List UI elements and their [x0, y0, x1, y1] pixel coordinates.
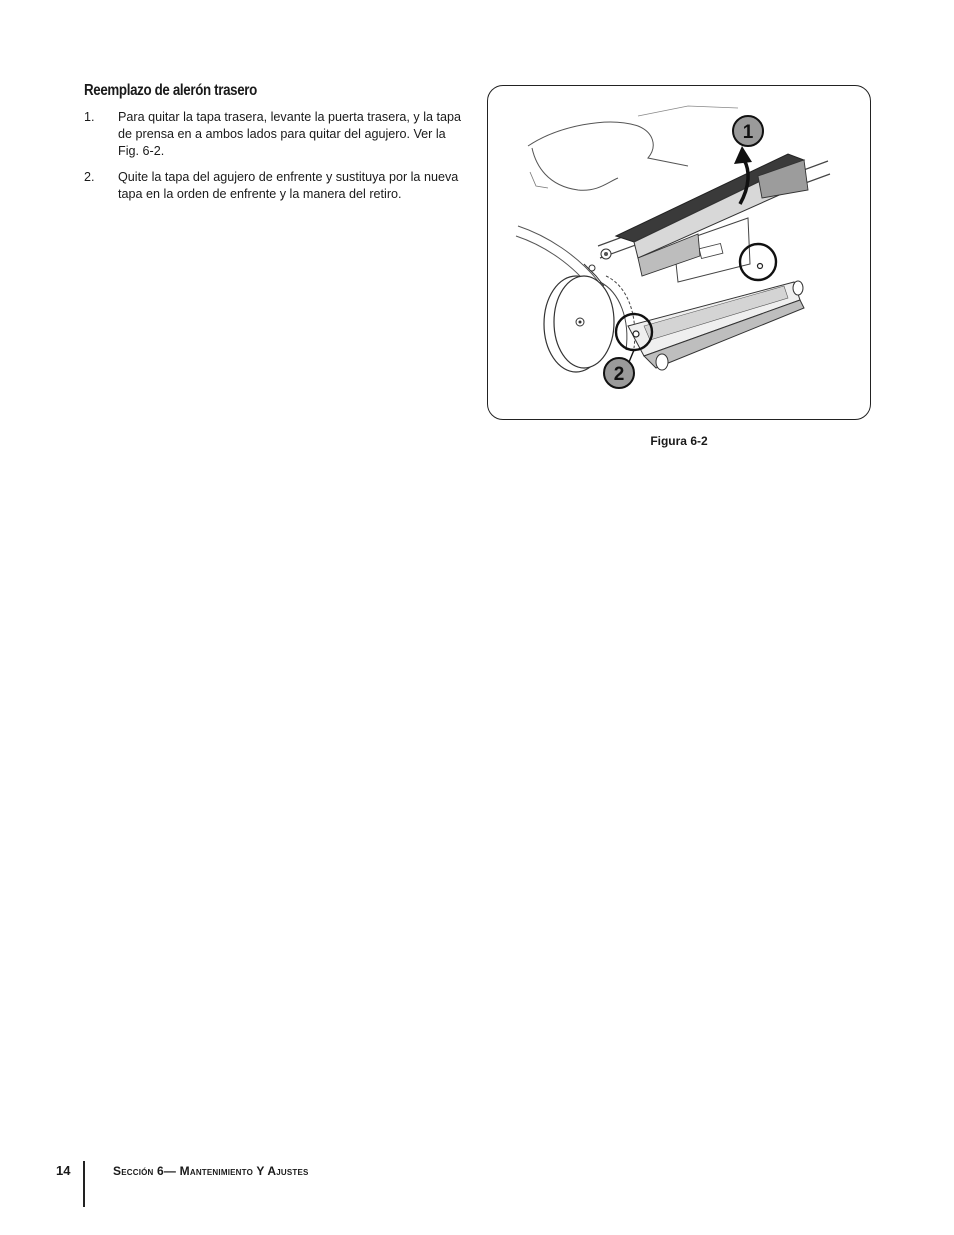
step-number: 1. — [84, 110, 95, 124]
step-text: Quite la tapa del agujero de enfrente y sustituya por la nueva tapa en la orden de enfrente y la manera del retiro. — [118, 170, 459, 201]
page-number: 14 — [56, 1163, 71, 1178]
figure-illustration — [487, 85, 871, 420]
footer-section-title: Sección 6— Mantenimiento Y Ajustes — [113, 1164, 309, 1178]
instruction-list — [84, 109, 464, 212]
instruction-step — [84, 109, 464, 160]
rear-flap-illustration — [488, 86, 870, 419]
footer-divider — [83, 1161, 85, 1207]
callout-2-label: 2 — [613, 364, 625, 385]
step-text: Para quitar la tapa trasera, levante la puerta trasera, y la tapa de prensa en a ambos lados para quitar del agujero. Ver la Fig. 6-2. — [118, 110, 462, 158]
instruction-step — [84, 169, 464, 203]
figure-caption: Figura 6-2 — [650, 434, 708, 448]
step-number: 2. — [84, 170, 95, 184]
section-heading: Reemplazo de alerón trasero — [84, 82, 257, 99]
callout-1-label: 1 — [742, 122, 754, 143]
